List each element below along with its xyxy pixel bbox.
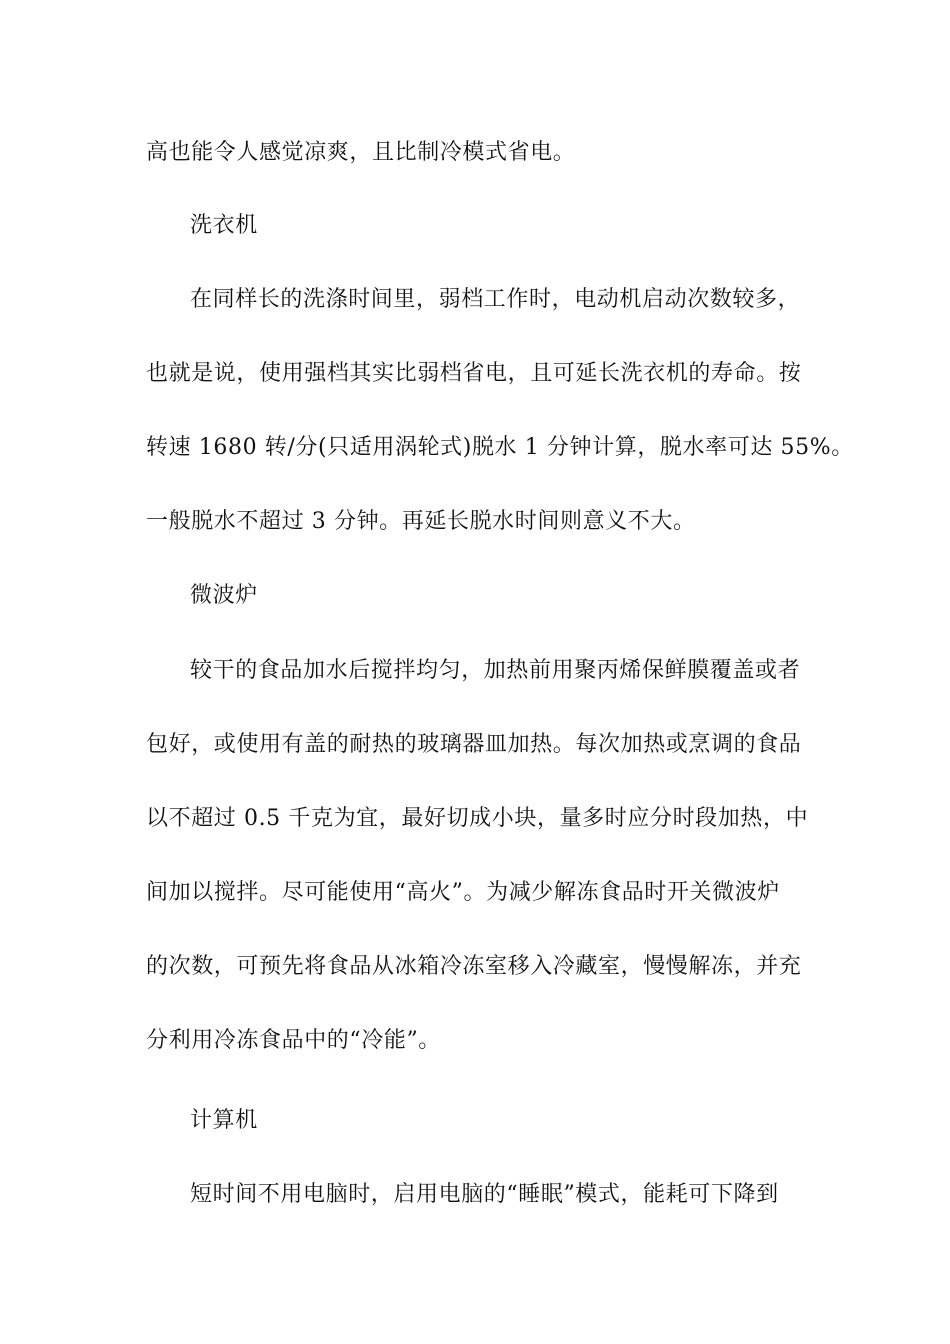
paragraph-line: 分利用冷冻食品中的“冷能”。 [146,1028,441,1053]
paragraph-line: 较干的食品加水后搅拌均匀，加热前用聚丙烯保鲜膜覆盖或者 [190,658,801,683]
section-heading-washing-machine: 洗衣机 [190,213,258,238]
paragraph-line: 在同样长的洗涤时间里，弱档工作时，电动机启动次数较多， [190,287,801,312]
section-heading-microwave: 微波炉 [190,583,258,608]
paragraph-line: 短时间不用电脑时，启用电脑的“睡眠”模式，能耗可下降到 [190,1182,779,1207]
paragraph-line: 包好，或使用有盖的耐热的玻璃器皿加热。每次加热或烹调的食品 [146,732,802,757]
paragraph-line: 也就是说，使用强档其实比弱档省电，且可延长洗衣机的寿命。按 [146,361,802,386]
paragraph-line: 转速 1680 转/分(只适用涡轮式)脱水 1 分钟计算，脱水率可达 55%。 [146,435,854,460]
paragraph-line: 一般脱水不超过 3 分钟。再延长脱水时间则意义不大。 [146,509,696,534]
section-heading-computer: 计算机 [190,1108,258,1133]
paragraph-line: 的次数，可预先将食品从冰箱冷冻室移入冷藏室，慢慢解冻，并充 [146,954,802,979]
paragraph-line: 高也能令人感觉凉爽，且比制冷模式省电。 [146,140,576,165]
paragraph-line: 以不超过 0.5 千克为宜，最好切成小块，量多时应分时段加热，中 [146,806,809,831]
paragraph-line: 间加以搅拌。尽可能使用“高火”。为减少解冻食品时开关微波炉 [146,880,780,905]
